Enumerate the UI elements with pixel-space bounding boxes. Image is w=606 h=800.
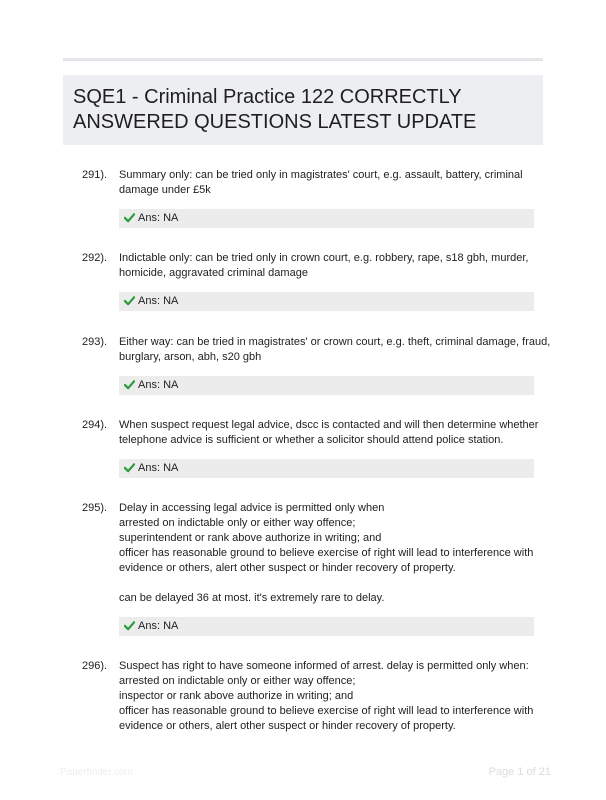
question-line: telephone advice is sufficient or whether a solicitor should attend police station. — [119, 434, 504, 446]
question-text — [119, 501, 539, 606]
answer-text: Ans: NA — [138, 295, 179, 307]
question-line: arrested on indictable only or either way offence; — [119, 517, 356, 529]
question-line: arrested on indictable only or either way offence; — [119, 675, 356, 687]
question-number: 293). — [82, 336, 108, 348]
title-banner — [63, 75, 543, 145]
answer-text: Ans: NA — [138, 620, 179, 632]
question-note: can be delayed 36 at most. it's extremely rare to delay. — [119, 592, 385, 604]
check-icon — [124, 620, 135, 631]
question-line: damage under £5k — [119, 184, 211, 196]
page-indicator: Page 1 of 21 — [488, 766, 551, 778]
question-line: Indictable only: can be tried only in crown court, e.g. robbery, rape, s18 gbh, murder, — [119, 252, 529, 264]
question-line: Delay in accessing legal advice is permitted only when — [119, 502, 385, 514]
check-icon — [124, 379, 135, 390]
question-line: Summary only: can be tried only in magistrates' court, e.g. assault, battery, criminal — [119, 169, 523, 181]
question-line: When suspect request legal advice, dscc is contacted and will then determine whether — [119, 419, 539, 431]
answer-box — [119, 376, 534, 395]
question-line: Suspect has right to have someone informed of arrest. delay is permitted only when: — [119, 660, 529, 672]
footer-watermark: Paperfinder.com — [60, 767, 133, 778]
question-line: officer has reasonable ground to believe exercise of right will lead to interference with — [119, 705, 534, 717]
question-number: 292). — [82, 252, 108, 264]
question-line: homicide, aggravated criminal damage — [119, 267, 308, 279]
check-icon — [124, 212, 135, 223]
answer-box — [119, 459, 534, 478]
question-line: evidence or others, alert other suspect or hinder recovery of property. — [119, 720, 456, 732]
question-line: burglary, arson, abh, s20 gbh — [119, 351, 262, 363]
top-divider — [63, 58, 543, 61]
document-title: SQE1 - Criminal Practice 122 CORRECTLY ANSWERED QUESTIONS LATEST UPDATE — [73, 86, 477, 133]
answer-box — [119, 617, 534, 636]
answer-text: Ans: NA — [138, 212, 179, 224]
question-text — [119, 335, 551, 365]
answer-box — [119, 292, 534, 311]
question-line: evidence or others, alert other suspect or hinder recovery of property. — [119, 562, 456, 574]
question-line: Either way: can be tried in magistrates' or crown court, e.g. theft, criminal damage, fraud, — [119, 336, 551, 348]
question-number: 295). — [82, 502, 108, 514]
answer-text: Ans: NA — [138, 462, 179, 474]
answer-box — [119, 209, 534, 228]
question-line: officer has reasonable ground to believe exercise of right will lead to interference with — [119, 547, 534, 559]
question-number: 296). — [82, 660, 108, 672]
question-line: superintendent or rank above authorize in writing; and — [119, 532, 382, 544]
question-line: inspector or rank above authorize in writing; and — [119, 690, 354, 702]
question-number: 291). — [82, 169, 108, 181]
check-icon — [124, 462, 135, 473]
answer-text: Ans: NA — [138, 379, 179, 391]
question-text — [119, 251, 539, 281]
check-icon — [124, 295, 135, 306]
question-number: 294). — [82, 419, 108, 431]
question-text — [119, 659, 539, 734]
question-text — [119, 418, 539, 448]
question-text — [119, 168, 539, 198]
